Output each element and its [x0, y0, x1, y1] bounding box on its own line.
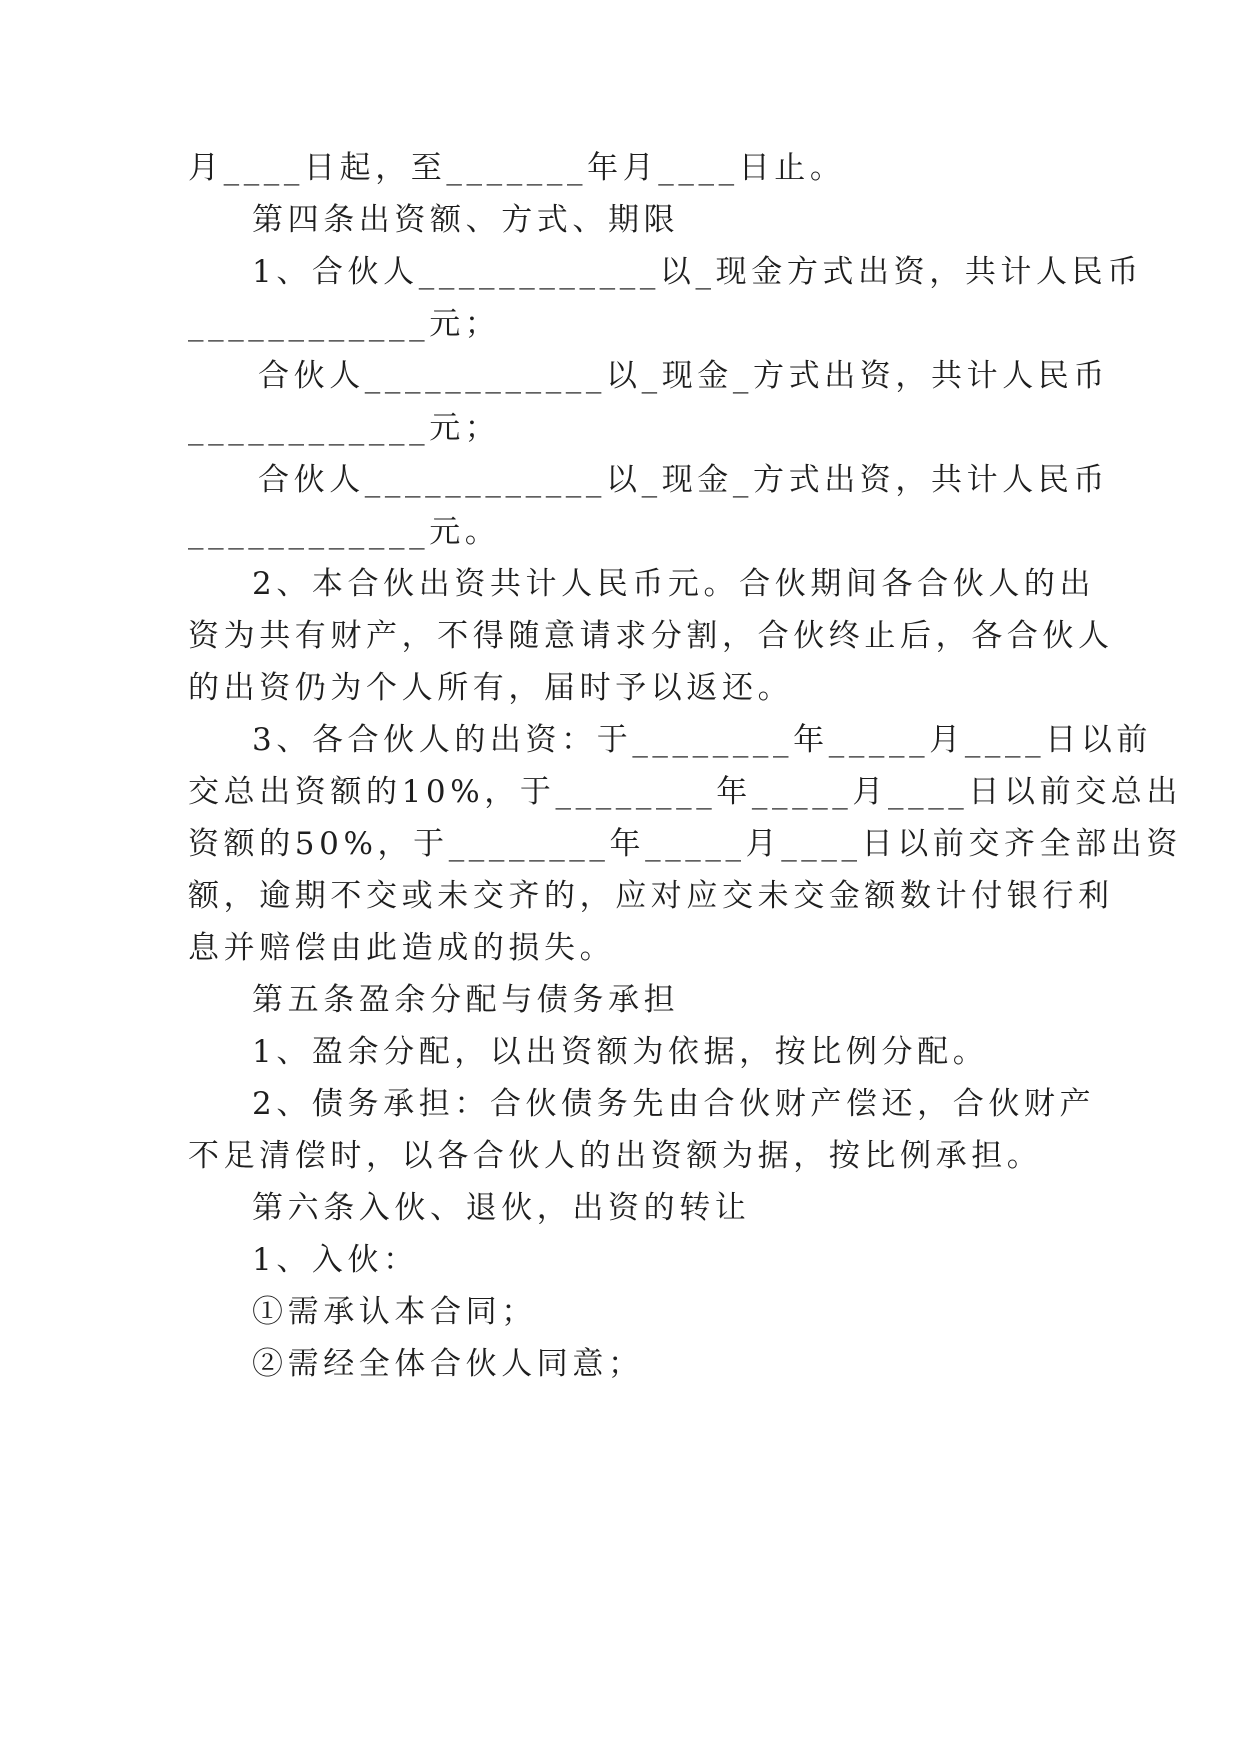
- text-line: 不足清偿时，以各合伙人的出资额为据，按比例承担。: [188, 1138, 1043, 1174]
- text-line: 合伙人____________以_现金_方式出资，共计人民币: [258, 462, 1109, 498]
- text-line: 1、盈余分配，以出资额为依据，按比例分配。: [252, 1034, 989, 1070]
- section-heading: 第五条盈余分配与债务承担: [252, 982, 680, 1018]
- text-line: 息并赔偿由此造成的损失。: [188, 930, 616, 966]
- list-item: ①需承认本合同；: [252, 1294, 537, 1330]
- text-line: ____________元；: [188, 410, 501, 446]
- text-line: 的出资仍为个人所有，届时予以返还。: [188, 670, 794, 706]
- text-line: ____________元。: [188, 514, 501, 550]
- section-heading: 第六条入伙、退伙，出资的转让: [252, 1190, 751, 1226]
- text-line: 1、合伙人____________以_现金方式出资，共计人民币: [252, 254, 1143, 290]
- list-item: ②需经全体合伙人同意；: [252, 1346, 644, 1382]
- text-line: 月____日起，至_______年月____日止。: [188, 150, 846, 186]
- text-line: 2、本合伙出资共计人民币元。合伙期间各合伙人的出: [252, 566, 1096, 602]
- text-line: 2、债务承担：合伙债务先由合伙财产偿还，合伙财产: [252, 1086, 1096, 1122]
- text-line: ____________元；: [188, 306, 501, 342]
- text-line: 1、入伙：: [252, 1242, 419, 1278]
- text-line: 资为共有财产，不得随意请求分割，合伙终止后，各合伙人: [188, 618, 1114, 654]
- text-line: 资额的50%，于________年_____月____日以前交齐全部出资: [188, 826, 1183, 862]
- section-heading: 第四条出资额、方式、期限: [252, 202, 680, 238]
- text-line: 3、各合伙人的出资：于________年_____月____日以前: [252, 722, 1153, 758]
- text-line: 交总出资额的10%，于________年_____月____日以前交总出: [188, 774, 1183, 810]
- text-line: 额，逾期不交或未交齐的，应对应交未交金额数计付银行利: [188, 878, 1114, 914]
- text-line: 合伙人____________以_现金_方式出资，共计人民币: [258, 358, 1109, 394]
